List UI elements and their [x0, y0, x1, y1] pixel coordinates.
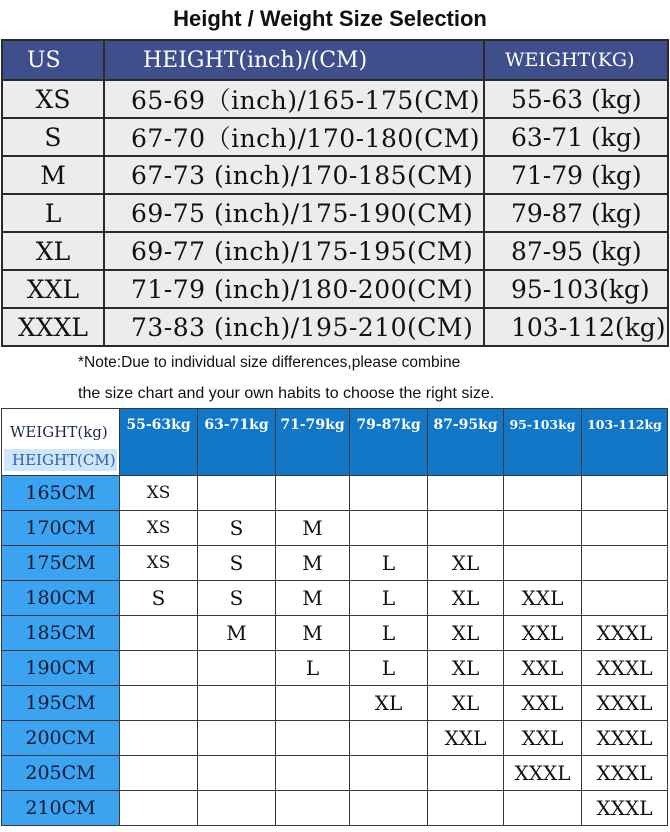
size-grid-cell — [120, 756, 198, 791]
grid-row — [2, 791, 668, 826]
height-row-header: 190CM — [2, 651, 120, 686]
size-grid-cell: XS — [120, 511, 198, 546]
weight-column-header: 87-95kg — [428, 409, 504, 476]
size-grid-cell — [198, 686, 276, 721]
size-grid-cell — [276, 686, 350, 721]
size-grid-cell: XXL — [504, 651, 582, 686]
weight-column-header: 103-112kg — [582, 409, 668, 476]
grid-row — [2, 511, 668, 546]
size-grid-cell — [504, 511, 582, 546]
size-grid-cell: M — [198, 616, 276, 651]
grid-row — [2, 546, 668, 581]
size-grid-cell — [276, 476, 350, 511]
size-grid-cell: XS — [120, 476, 198, 511]
weight-header: WEIGHT(KG) — [484, 40, 668, 80]
size-cell: M — [2, 156, 104, 194]
size-cell: XL — [2, 232, 104, 270]
corner-height-label: HEIGHT(CM) — [4, 449, 117, 471]
weight-range-cell: 103-112(kg) — [484, 308, 668, 346]
size-cell: XXXL — [2, 308, 104, 346]
size-table-row — [2, 270, 668, 308]
size-grid-cell: M — [276, 616, 350, 651]
size-grid-cell: XXXL — [582, 791, 668, 826]
size-grid-cell: XXL — [428, 721, 504, 756]
size-grid — [1, 408, 668, 826]
size-table-row — [2, 118, 668, 156]
height-range-cell: 71-79 (inch)/180-200(CM) — [104, 270, 484, 308]
height-row-header: 180CM — [2, 581, 120, 616]
size-grid-cell — [276, 791, 350, 826]
grid-row — [2, 756, 668, 791]
note-line-1: *Note:Due to individual size differences,please combine — [78, 354, 461, 371]
height-range-cell: 69-75 (inch)/175-190(CM) — [104, 194, 484, 232]
us-header: US — [2, 40, 104, 80]
grid-row — [2, 686, 668, 721]
size-table-row — [2, 80, 668, 118]
size-grid-cell — [582, 476, 668, 511]
size-grid-cell — [120, 791, 198, 826]
size-grid-cell: XL — [428, 581, 504, 616]
weight-column-header: 71-79kg — [276, 409, 350, 476]
size-grid-cell: S — [198, 581, 276, 616]
height-row-header: 205CM — [2, 756, 120, 791]
height-row-header: 185CM — [2, 616, 120, 651]
grid-header-row — [2, 409, 668, 476]
size-grid-cell: L — [350, 581, 428, 616]
size-table-row — [2, 308, 668, 346]
weight-range-cell: 63-71 (kg) — [484, 118, 668, 156]
size-grid-cell — [350, 511, 428, 546]
size-grid-cell — [120, 686, 198, 721]
height-row-header: 170CM — [2, 511, 120, 546]
grid-row — [2, 581, 668, 616]
size-grid-cell — [582, 581, 668, 616]
height-row-header: 175CM — [2, 546, 120, 581]
size-grid-cell: XXXL — [582, 756, 668, 791]
size-cell: XXL — [2, 270, 104, 308]
size-grid-cell: XXXL — [582, 686, 668, 721]
height-row-header: 165CM — [2, 476, 120, 511]
size-grid-cell: L — [350, 546, 428, 581]
height-range-cell: 67-70（inch)/170-180(CM) — [104, 118, 484, 156]
size-grid-cell: XL — [428, 651, 504, 686]
size-grid-cell: S — [120, 581, 198, 616]
note-line-2: the size chart and your own habits to choose the right size. — [78, 385, 495, 402]
page-title: Height / Weight Size Selection — [173, 6, 487, 31]
grid-body — [2, 476, 668, 826]
size-grid-cell — [350, 791, 428, 826]
size-cell: XS — [2, 80, 104, 118]
size-grid-cell: XL — [428, 616, 504, 651]
size-grid-cell — [504, 791, 582, 826]
size-table-header-row — [2, 40, 668, 80]
height-range-cell: 67-73 (inch)/170-185(CM) — [104, 156, 484, 194]
size-grid-cell — [350, 476, 428, 511]
size-grid-cell — [350, 721, 428, 756]
size-grid-cell: XXL — [504, 616, 582, 651]
size-grid-cell — [504, 546, 582, 581]
size-grid-cell: M — [276, 511, 350, 546]
weight-column-header: 55-63kg — [120, 409, 198, 476]
weight-column-header: 63-71kg — [198, 409, 276, 476]
height-header: HEIGHT(inch)/(CM) — [104, 40, 484, 80]
size-grid-cell — [198, 651, 276, 686]
size-grid-cell: XL — [428, 686, 504, 721]
weight-column-header: 95-103kg — [504, 409, 582, 476]
size-grid-cell — [276, 721, 350, 756]
size-grid-cell — [120, 616, 198, 651]
grid-row — [2, 616, 668, 651]
weight-range-cell: 95-103(kg) — [484, 270, 668, 308]
size-grid-cell — [428, 511, 504, 546]
size-cell: S — [2, 118, 104, 156]
size-grid-cell: XL — [428, 546, 504, 581]
size-grid-cell: XS — [120, 546, 198, 581]
height-row-header: 210CM — [2, 791, 120, 826]
size-grid-cell — [198, 791, 276, 826]
height-row-header: 200CM — [2, 721, 120, 756]
size-grid-cell — [428, 476, 504, 511]
size-grid-cell: S — [198, 546, 276, 581]
size-grid-cell — [198, 756, 276, 791]
size-grid-cell: XL — [350, 686, 428, 721]
size-table-row — [2, 156, 668, 194]
size-table-row — [2, 232, 668, 270]
grid-row — [2, 721, 668, 756]
size-grid-cell: S — [198, 511, 276, 546]
weight-range-cell: 79-87 (kg) — [484, 194, 668, 232]
size-grid-cell — [504, 476, 582, 511]
size-grid-cell: M — [276, 546, 350, 581]
size-grid-cell — [428, 756, 504, 791]
size-grid-cell: XXL — [504, 721, 582, 756]
weight-column-header: 79-87kg — [350, 409, 428, 476]
size-grid-cell: L — [276, 651, 350, 686]
height-range-cell: 73-83 (inch)/195-210(CM) — [104, 308, 484, 346]
size-grid-cell — [350, 756, 428, 791]
size-cell: L — [2, 194, 104, 232]
height-row-header: 195CM — [2, 686, 120, 721]
size-grid-cell: XXXL — [504, 756, 582, 791]
size-grid-cell: M — [276, 581, 350, 616]
size-grid-cell — [120, 721, 198, 756]
size-grid-cell: XXL — [504, 686, 582, 721]
height-range-cell: 69-77 (inch)/175-195(CM) — [104, 232, 484, 270]
size-grid-cell: L — [350, 651, 428, 686]
size-grid-cell — [198, 476, 276, 511]
corner-weight-label: WEIGHT(kg) — [10, 423, 108, 441]
size-grid-cell — [198, 721, 276, 756]
grid-corner — [2, 409, 120, 476]
size-grid-cell — [582, 546, 668, 581]
size-grid-cell: XXXL — [582, 721, 668, 756]
weight-range-cell: 87-95 (kg) — [484, 232, 668, 270]
size-table-body — [2, 80, 668, 346]
size-grid-cell: XXXL — [582, 616, 668, 651]
size-grid-cell — [582, 511, 668, 546]
size-grid-cell: XXL — [504, 581, 582, 616]
grid-row — [2, 476, 668, 511]
weight-range-cell: 71-79 (kg) — [484, 156, 668, 194]
size-table-row — [2, 194, 668, 232]
size-grid-cell — [428, 791, 504, 826]
weight-range-cell: 55-63 (kg) — [484, 80, 668, 118]
grid-row — [2, 651, 668, 686]
size-grid-cell: L — [350, 616, 428, 651]
size-grid-cell — [120, 651, 198, 686]
size-grid-cell: XXXL — [582, 651, 668, 686]
size-grid-cell — [276, 756, 350, 791]
size-table — [1, 39, 669, 347]
height-range-cell: 65-69（inch)/165-175(CM) — [104, 80, 484, 118]
